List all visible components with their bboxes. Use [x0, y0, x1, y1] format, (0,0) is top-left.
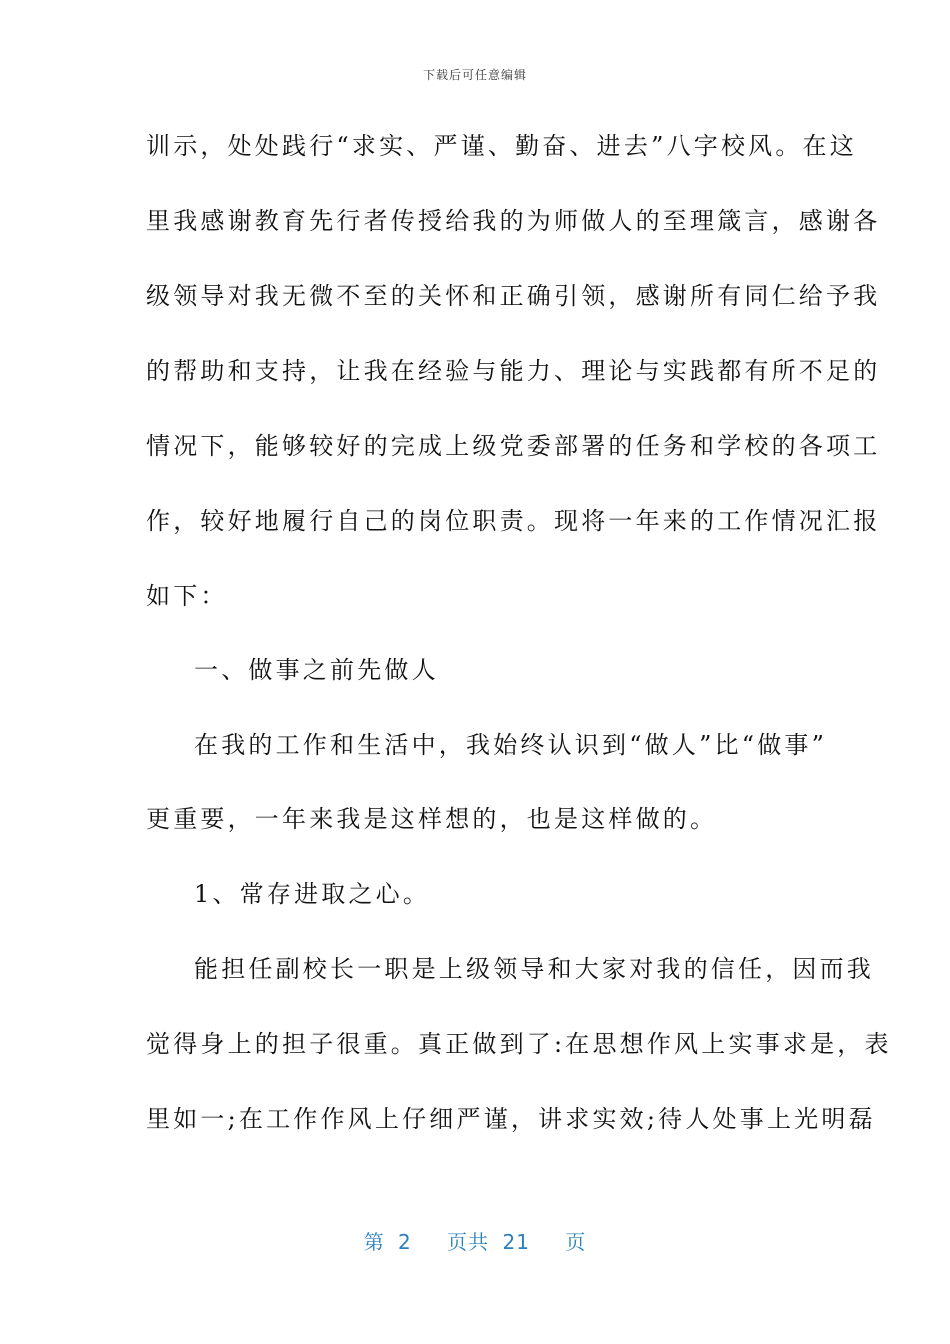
page-number: 2 — [398, 1230, 412, 1254]
header-note: 下载后可任意编辑 — [422, 68, 527, 82]
page-prefix: 第 — [363, 1230, 385, 1254]
body-line: 觉得身上的担子很重。真正做到了:在思想作风上实事求是，表 — [146, 1030, 892, 1058]
subsection-heading: 1、常存进取之心。 — [194, 880, 431, 908]
body-line: 能担任副校长一职是上级领导和大家对我的信任，因而我 — [194, 955, 874, 983]
body-line: 情况下，能够较好的完成上级党委部署的任务和学校的各项工 — [146, 432, 881, 460]
body-line: 的帮助和支持，让我在经验与能力、理论与实践都有所不足的 — [146, 357, 881, 385]
section-heading: 一、做事之前先做人 — [194, 656, 439, 684]
page-middle: 页共 — [447, 1230, 490, 1254]
page-footer — [0, 1226, 950, 1255]
body-line: 如下： — [146, 582, 228, 610]
body-line: 训示，处处践行“求实、严谨、勤奋、进去”八字校风。在这 — [146, 132, 857, 160]
body-line: 里如一;在工作作风上仔细严谨，讲求实效;待人处事上光明磊 — [146, 1105, 876, 1133]
page-suffix: 页 — [565, 1230, 587, 1254]
page-total: 21 — [502, 1230, 530, 1254]
body-line: 里我感谢教育先行者传授给我的为师做人的至理箴言，感谢各 — [146, 207, 881, 235]
body-line: 在我的工作和生活中，我始终认识到“做人”比“做事” — [194, 731, 828, 759]
body-line: 作，较好地履行自己的岗位职责。现将一年来的工作情况汇报 — [146, 507, 881, 535]
body-line: 级领导对我无微不至的关怀和正确引领，感谢所有同仁给予我 — [146, 282, 881, 310]
body-line: 更重要，一年来我是这样想的，也是这样做的。 — [146, 805, 718, 833]
